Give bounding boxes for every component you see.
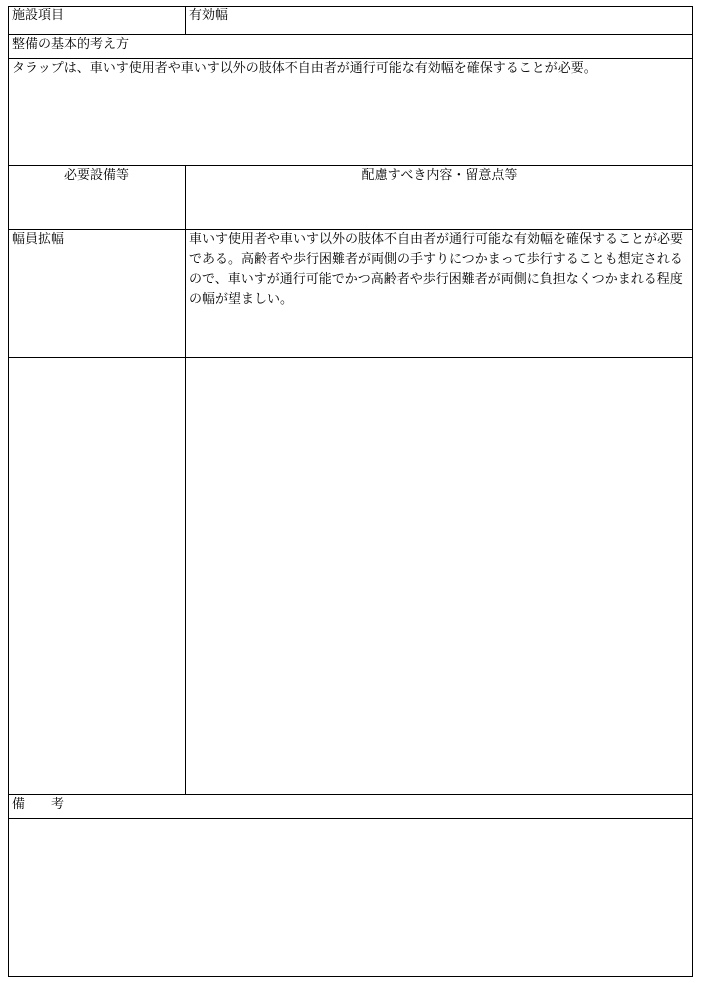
row-item-detail: 車いす使用者や車いす以外の肢体不自由者が通行可能な有効幅を確保することが必要である。高齢者や歩行困難者が両側の手すりにつかまって歩行することも想定されるので、車いすが通行可能でかつ高齢者や歩行困難者が両側に負担なくつかまれる程度の幅が望ましい。 [189, 232, 684, 307]
header-required-equipment: 必要設備等 [63, 168, 129, 183]
column-divider-table [185, 165, 186, 794]
facility-item-label: 施設項目 [12, 8, 65, 23]
row-divider-7 [8, 818, 693, 819]
form-frame [8, 6, 693, 977]
row-divider-5 [8, 357, 693, 358]
basic-concept-text: タラップは、車いす使用者や車いす以外の肢体不自由者が通行可能な有効幅を確保することが必要。 [12, 61, 597, 76]
column-divider-top [185, 6, 186, 34]
header-considerations: 配慮すべき内容・留意点等 [361, 168, 518, 183]
facility-item-value: 有効幅 [189, 8, 229, 23]
remarks-label: 備 考 [12, 797, 65, 812]
row-item-label: 幅員拡幅 [12, 232, 65, 247]
row-divider-6 [8, 794, 693, 795]
basic-concept-heading: 整備の基本的考え方 [12, 37, 130, 52]
